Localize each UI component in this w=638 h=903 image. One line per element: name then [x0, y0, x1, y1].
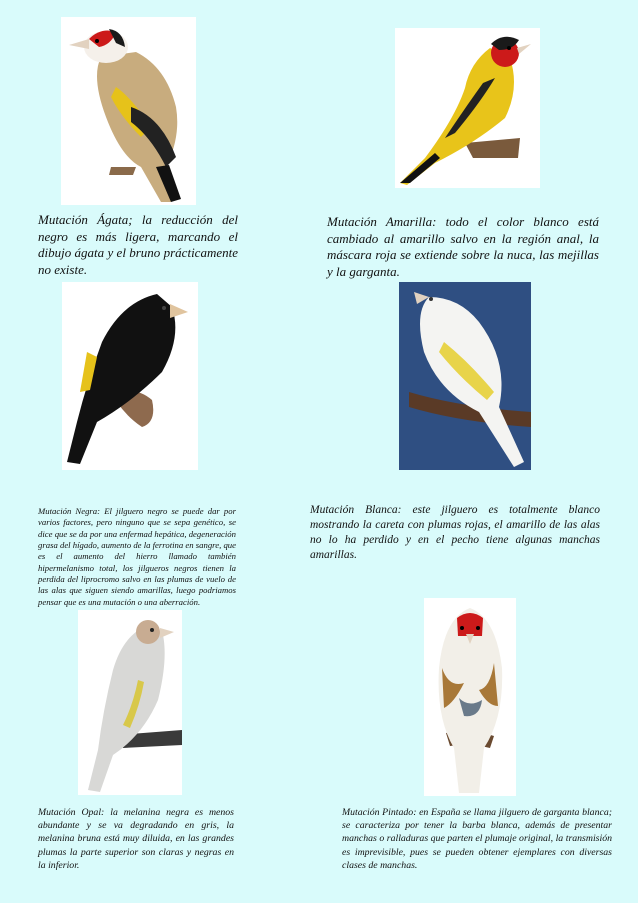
photo-negra-goldfinch — [62, 282, 198, 470]
goldfinch-blanca-illustration — [399, 282, 531, 470]
photo-pintado-goldfinch — [424, 598, 516, 796]
photo-amarilla-goldfinch — [395, 28, 540, 188]
photo-blanca-goldfinch — [399, 282, 531, 470]
goldfinch-opal-illustration — [78, 610, 182, 795]
caption-pintado: Mutación Pintado: en España se llama jilguero de garganta blanca; se caracteriza por tener la barba blanca, además de presentar manchas o ralladuras que parten el plumaje original, la transmisión es imprevisible, pues se pueden obtener ejemplares con diversas clases de manchas. — [342, 807, 612, 871]
caption-blanca: Mutación Blanca: este jilguero es totalmente blanco mostrando la careta con plumas rojas, el amarillo de las alas no lo ha perdido y en el pecho tiene algunas manchas amarillas. — [310, 504, 600, 561]
caption-opal: Mutación Opal: la melanina negra es menos abundante y se va degradando en gris, la melanina bruna está muy diluida, en las grandes plumas la parte superior son claras y negras en la inferior. — [38, 807, 234, 871]
caption-agata: Mutación Ágata; la reducción del negro es más ligera, marcando el dibujo ágata y el bruno prácticamente no existe. — [38, 212, 238, 277]
caption-amarilla: Mutación Amarilla: todo el color blanco está cambiado al amarillo salvo en la región anal, la máscara roja se extiende sobre la nuca, las mejillas y la garganta. — [327, 214, 599, 279]
photo-opal-goldfinch — [78, 610, 182, 795]
photo-agata-goldfinch — [61, 17, 196, 205]
goldfinch-pintado-illustration — [424, 598, 516, 796]
caption-negra: Mutación Negra: El jilguero negro se puede dar por varios factores, pero ninguno que se sepa genético, se dice que se da por una enfermad hepática, degeneración grasa del hígado, aumento de la ferrotina en sangre, que es el aumento del hierro llamado también hipermelanismo total, los jilgueros negros tienen la perdida del liprocromo salvo en las plumas de vuelo de las alas que siguen siendo amarillas, luego podriamos pensar que es una mutación o una aberración. — [38, 506, 236, 607]
goldfinch-negra-illustration — [62, 282, 198, 470]
goldfinch-amarilla-illustration — [395, 28, 540, 188]
goldfinch-agata-illustration — [61, 17, 196, 205]
